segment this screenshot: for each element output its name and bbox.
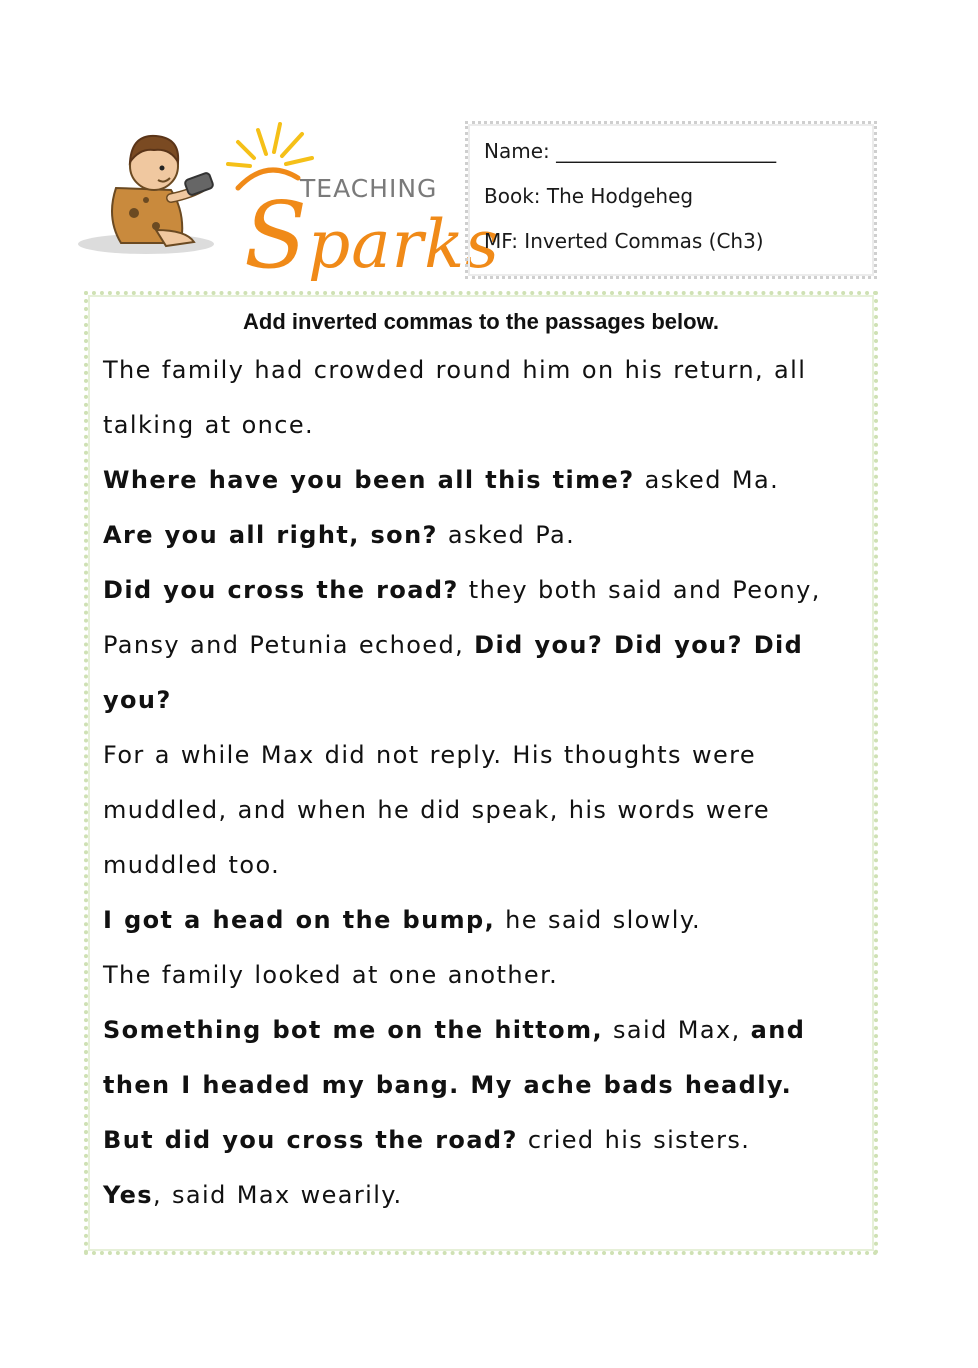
speech-bold: Did you cross the road? — [103, 576, 459, 604]
passage-line-14 — [103, 1058, 863, 1113]
passage-line-12: The family looked at one another. — [103, 961, 559, 989]
narration: he said slowly. — [495, 906, 702, 934]
passage-line-1: The family had crowded round him on his return, all — [103, 356, 807, 384]
speech-bold: Something bot me on the hittom, — [103, 1016, 603, 1044]
passage-line-16 — [103, 1168, 863, 1223]
name-line: Name: ______________________ — [484, 139, 777, 163]
passage-line-15 — [103, 1113, 863, 1168]
narration: , said Max wearily. — [152, 1181, 403, 1209]
passage-line-11 — [103, 893, 863, 948]
speech-bold: Did you? Did you? Did — [474, 631, 804, 659]
book-line: Book: The Hodgeheg — [484, 184, 694, 208]
teaching-sparks-logo — [76, 118, 501, 289]
passage-line-4 — [103, 508, 863, 563]
brand-teaching-text: TEACHING — [300, 174, 438, 203]
speech-bold: Where have you been all this time? — [103, 466, 635, 494]
narration: they both said and Peony, — [458, 576, 821, 604]
speech-bold: and — [750, 1016, 806, 1044]
speech-bold: Are you all right, son? — [103, 521, 438, 549]
speech-bold: you? — [103, 686, 172, 714]
speech-bold: Yes — [103, 1181, 153, 1209]
speech-bold: then I headed my bang. My ache bads headly. — [103, 1071, 793, 1099]
narration: cried his sisters. — [517, 1126, 751, 1154]
speech-bold: I got a head on the bump, — [103, 906, 496, 934]
passage-line-13 — [103, 1003, 863, 1058]
brand-sparks-cap: S — [244, 182, 309, 289]
instruction-heading: Add inverted commas to the passages below. — [243, 309, 719, 334]
worksheet-info-box — [465, 121, 877, 279]
brand-sparks-text — [244, 182, 500, 289]
passage-line-3 — [103, 453, 863, 508]
passage-line-7 — [103, 673, 863, 728]
narration: Pansy and Petunia echoed, — [103, 631, 475, 659]
passage-line-10: muddled too. — [103, 851, 281, 879]
narration: said Max, — [603, 1016, 751, 1044]
passage-line-6 — [103, 618, 863, 673]
mf-line: MF: Inverted Commas (Ch3) — [484, 229, 764, 253]
passage-line-5 — [103, 563, 863, 618]
passage-line-2: talking at once. — [103, 411, 315, 439]
passage-text — [103, 343, 863, 1223]
brand-sparks-rest: parks — [308, 206, 501, 283]
passage-panel — [84, 291, 878, 1255]
narration: asked Pa. — [437, 521, 576, 549]
passage-line-8: For a while Max did not reply. His thoughts were — [103, 741, 757, 769]
narration: asked Ma. — [634, 466, 780, 494]
speech-bold: But did you cross the road? — [103, 1126, 518, 1154]
passage-line-9: muddled, and when he did speak, his words were — [103, 796, 770, 824]
